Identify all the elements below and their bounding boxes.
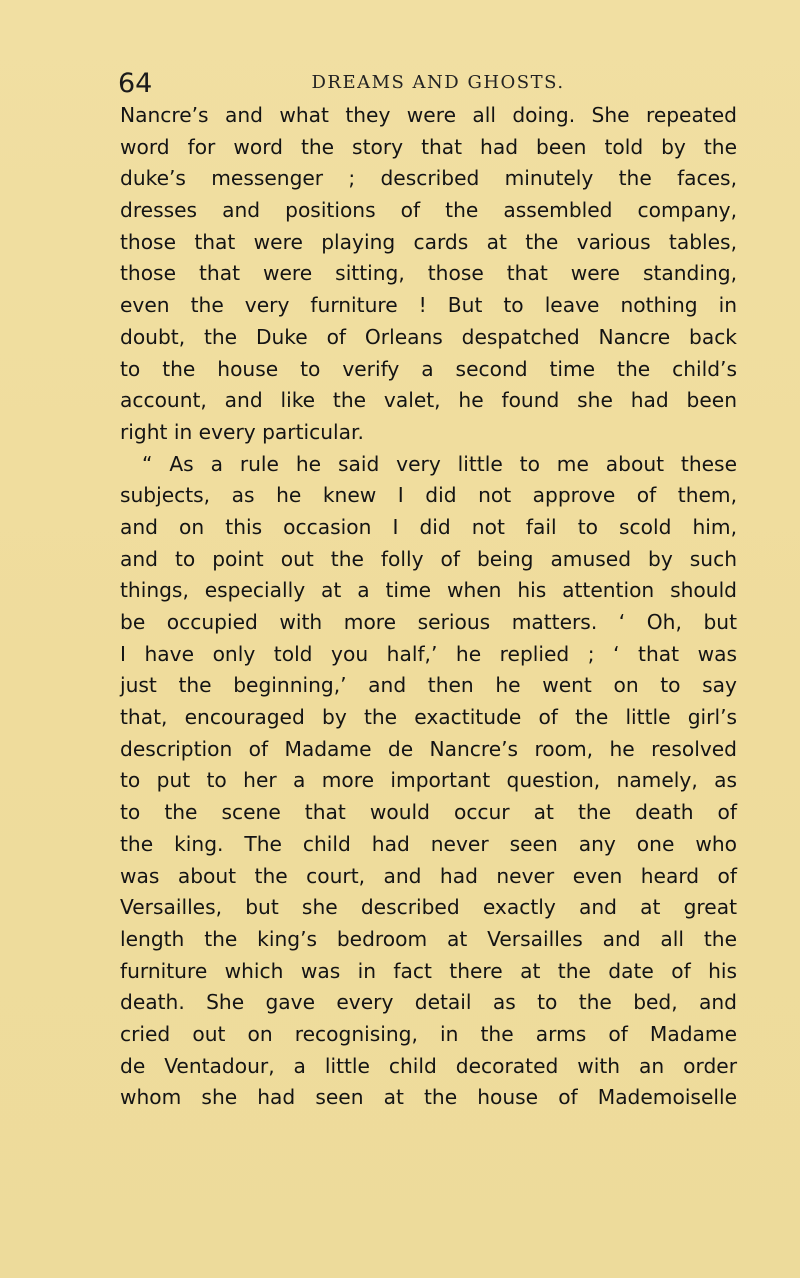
text-line: word for word the story that had been told by the [120,134,737,159]
text-line: de Ventadour, a little child decorated with an order [120,1053,737,1078]
text-line: to put to her a more important question, namely, as [120,768,737,793]
text-line: was about the court, and had never even heard of [120,863,737,888]
text-line: furniture which was in fact there at the date of his [120,958,737,983]
page-number: 64 [118,68,153,99]
text-line: right in every particular. [120,419,364,444]
text-line: death. She gave every detail as to the bed, and [120,990,737,1015]
text-line: Versailles, but she described exactly and at great [120,895,737,920]
text-line: to the house to verify a second time the child’s [120,356,737,381]
text-line: cried out on recognising, in the arms of Madame [120,1021,737,1046]
text-line: length the king’s bedroom at Versailles and all the [120,926,737,951]
text-line: “ As a rule he said very little to me about these [142,451,737,476]
text-line: even the very furniture ! But to leave nothing in [120,293,737,318]
text-line: and to point out the folly of being amused by such [120,546,737,571]
text-line: duke’s messenger ; described minutely the faces, [120,166,737,191]
text-line: those that were playing cards at the various tables, [120,229,737,254]
text-line: doubt, the Duke of Orleans despatched Nancre back [120,324,737,349]
text-line: things, especially at a time when his attention should [120,578,737,603]
text-line: description of Madame de Nancre’s room, he resolved [120,736,737,761]
text-line: Nancre’s and what they were all doing. She repeated [120,103,737,127]
text-line: subjects, as he knew I did not approve of them, [120,483,737,508]
text-line: that, encouraged by the exactitude of the little girl’s [120,705,737,730]
text-line: dresses and positions of the assembled company, [120,198,737,223]
text-line: and on this occasion I did not fail to scold him, [120,514,737,539]
running-head: DREAMS AND GHOSTS. [311,72,565,93]
text-line: those that were sitting, those that were standing, [120,261,737,286]
text-line: whom she had seen at the house of Mademoiselle [120,1085,737,1110]
text-line: account, and like the valet, he found she had been [120,388,737,413]
text-line: the king. The child had never seen any one who [120,831,737,856]
text-line: be occupied with more serious matters. ‘ Oh, but [120,610,737,634]
body-text [120,100,737,1114]
text-line: just the beginning,’ and then he went on to say [120,673,737,698]
text-line: to the scene that would occur at the death of [120,800,737,825]
text-line: I have only told you half,’ he replied ; ‘ that was [120,641,737,666]
